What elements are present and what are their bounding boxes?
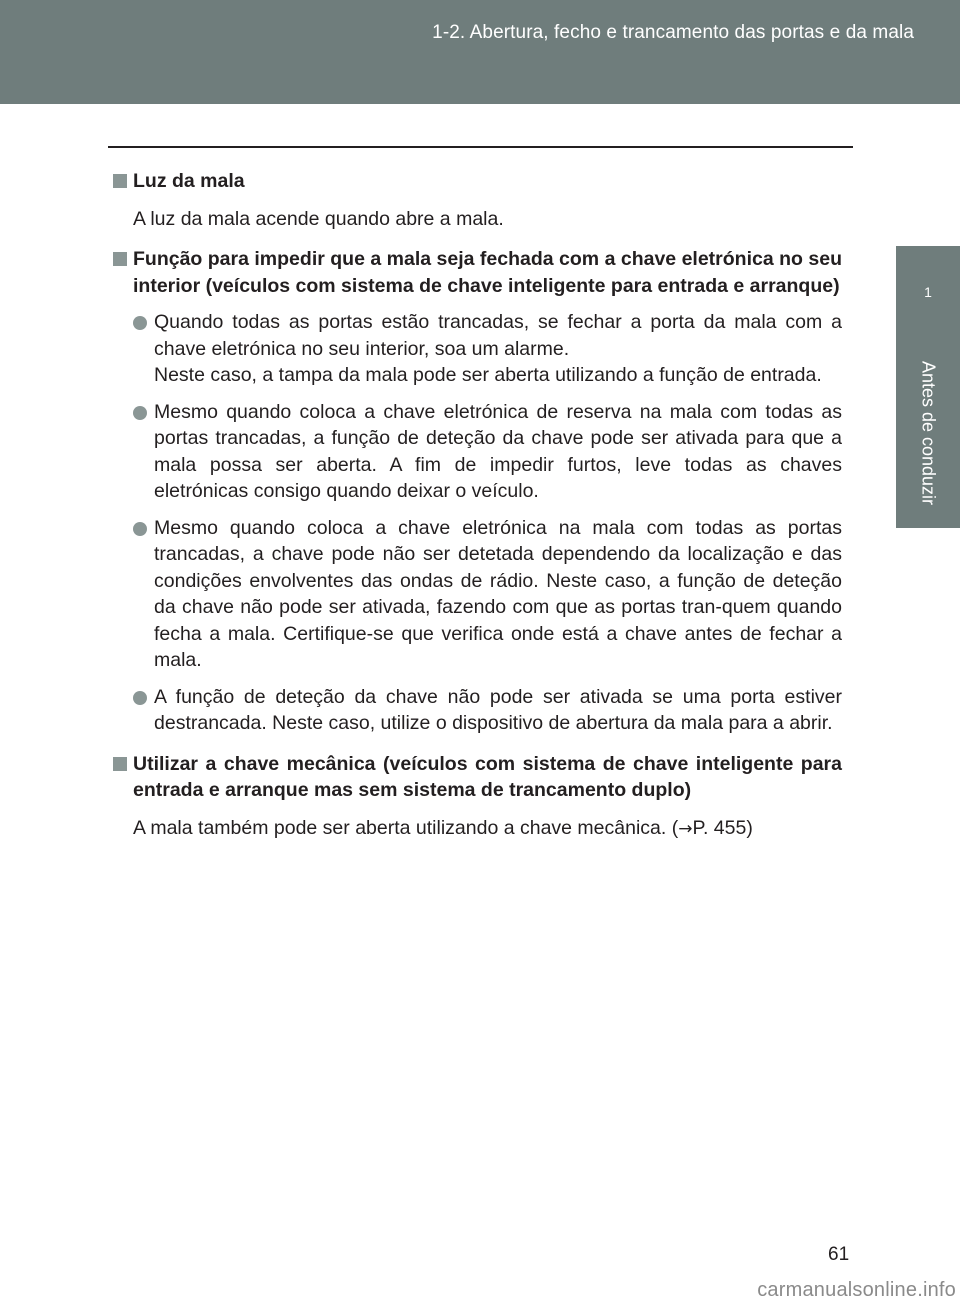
bullet-list [112, 309, 842, 737]
section-title: Utilizar a chave mecânica (veículos com sistema de chave inteligente para entrada e arranque mas sem sistema de trancamento duplo) [112, 751, 842, 804]
circle-bullet-icon [133, 691, 147, 705]
section-title: Função para impedir que a mala seja fechada com a chave eletrónica no seu interior (veículos com sistema de chave inteligente para entrada e arranque) [112, 246, 842, 299]
circle-bullet-icon [133, 522, 147, 536]
section-title: Luz da mala [112, 168, 842, 195]
bullet-text: Neste caso, a tampa da mala pode ser aberta utilizando a função de entrada. [154, 364, 822, 386]
square-bullet-icon [113, 174, 127, 188]
square-bullet-icon [113, 757, 127, 771]
bullet-text: A função de deteção da chave não pode ser ativada se uma porta estiver destrancada. Neste caso, utilize o dispositivo de abertura da mala para a abrir. [154, 685, 842, 734]
side-tab [896, 338, 960, 528]
circle-bullet-icon [133, 316, 147, 330]
chapter-title: 1-2. Abertura, fecho e trancamento das portas e da mala [432, 22, 914, 43]
bullet-item [112, 309, 842, 389]
circle-bullet-icon [133, 406, 147, 420]
section-key-lockout-prevention [112, 246, 842, 737]
section-body: A luz da mala acende quando abre a mala. [133, 207, 504, 230]
section-body: A mala também pode ser aberta utilizando a chave mecânica. (→P. 455) [133, 816, 753, 839]
watermark-text: carmanualsonline.info [757, 1279, 956, 1301]
page-number: 61 [828, 1244, 850, 1265]
bullet-text: Mesmo quando coloca a chave eletrónica de reserva na mala com todas as portas trancadas, a função de deteção da chave pode ser ativada para que a mala possa ser aberta. A fim de impedir furtos, leve todas as chaves eletrónicas consigo quando deixar o veículo. [154, 400, 842, 502]
page-reference: P. 455) [692, 816, 753, 839]
bullet-item [112, 399, 842, 505]
square-bullet-icon [113, 252, 127, 266]
bullet-item [112, 515, 842, 674]
right-arrow-icon: → [678, 818, 693, 839]
page-header [0, 0, 960, 104]
side-tab-number: 1 [896, 246, 960, 338]
section-mechanical-key [112, 751, 842, 843]
bullet-text: Mesmo quando coloca a chave eletrónica na mala com todas as portas trancadas, a chave pode não ser detetada dependendo da localização e das condições envolventes das ondas de rádio. Neste caso, a função de deteção da chave não pode ser ativada, fazendo com que as portas tran-quem quando fecha a mala. Certifique-se que verifica onde está a chave antes de fechar a mala. [154, 516, 842, 671]
bullet-text: Quando todas as portas estão trancadas, se fechar a porta da mala com a chave eletrónica no seu interior, soa um alarme. [154, 311, 842, 360]
section-trunk-light [112, 168, 842, 232]
header-rule [108, 146, 853, 148]
bullet-item [112, 684, 842, 737]
side-tab-label: Antes de conduzir [918, 360, 939, 506]
page-content [112, 168, 842, 856]
